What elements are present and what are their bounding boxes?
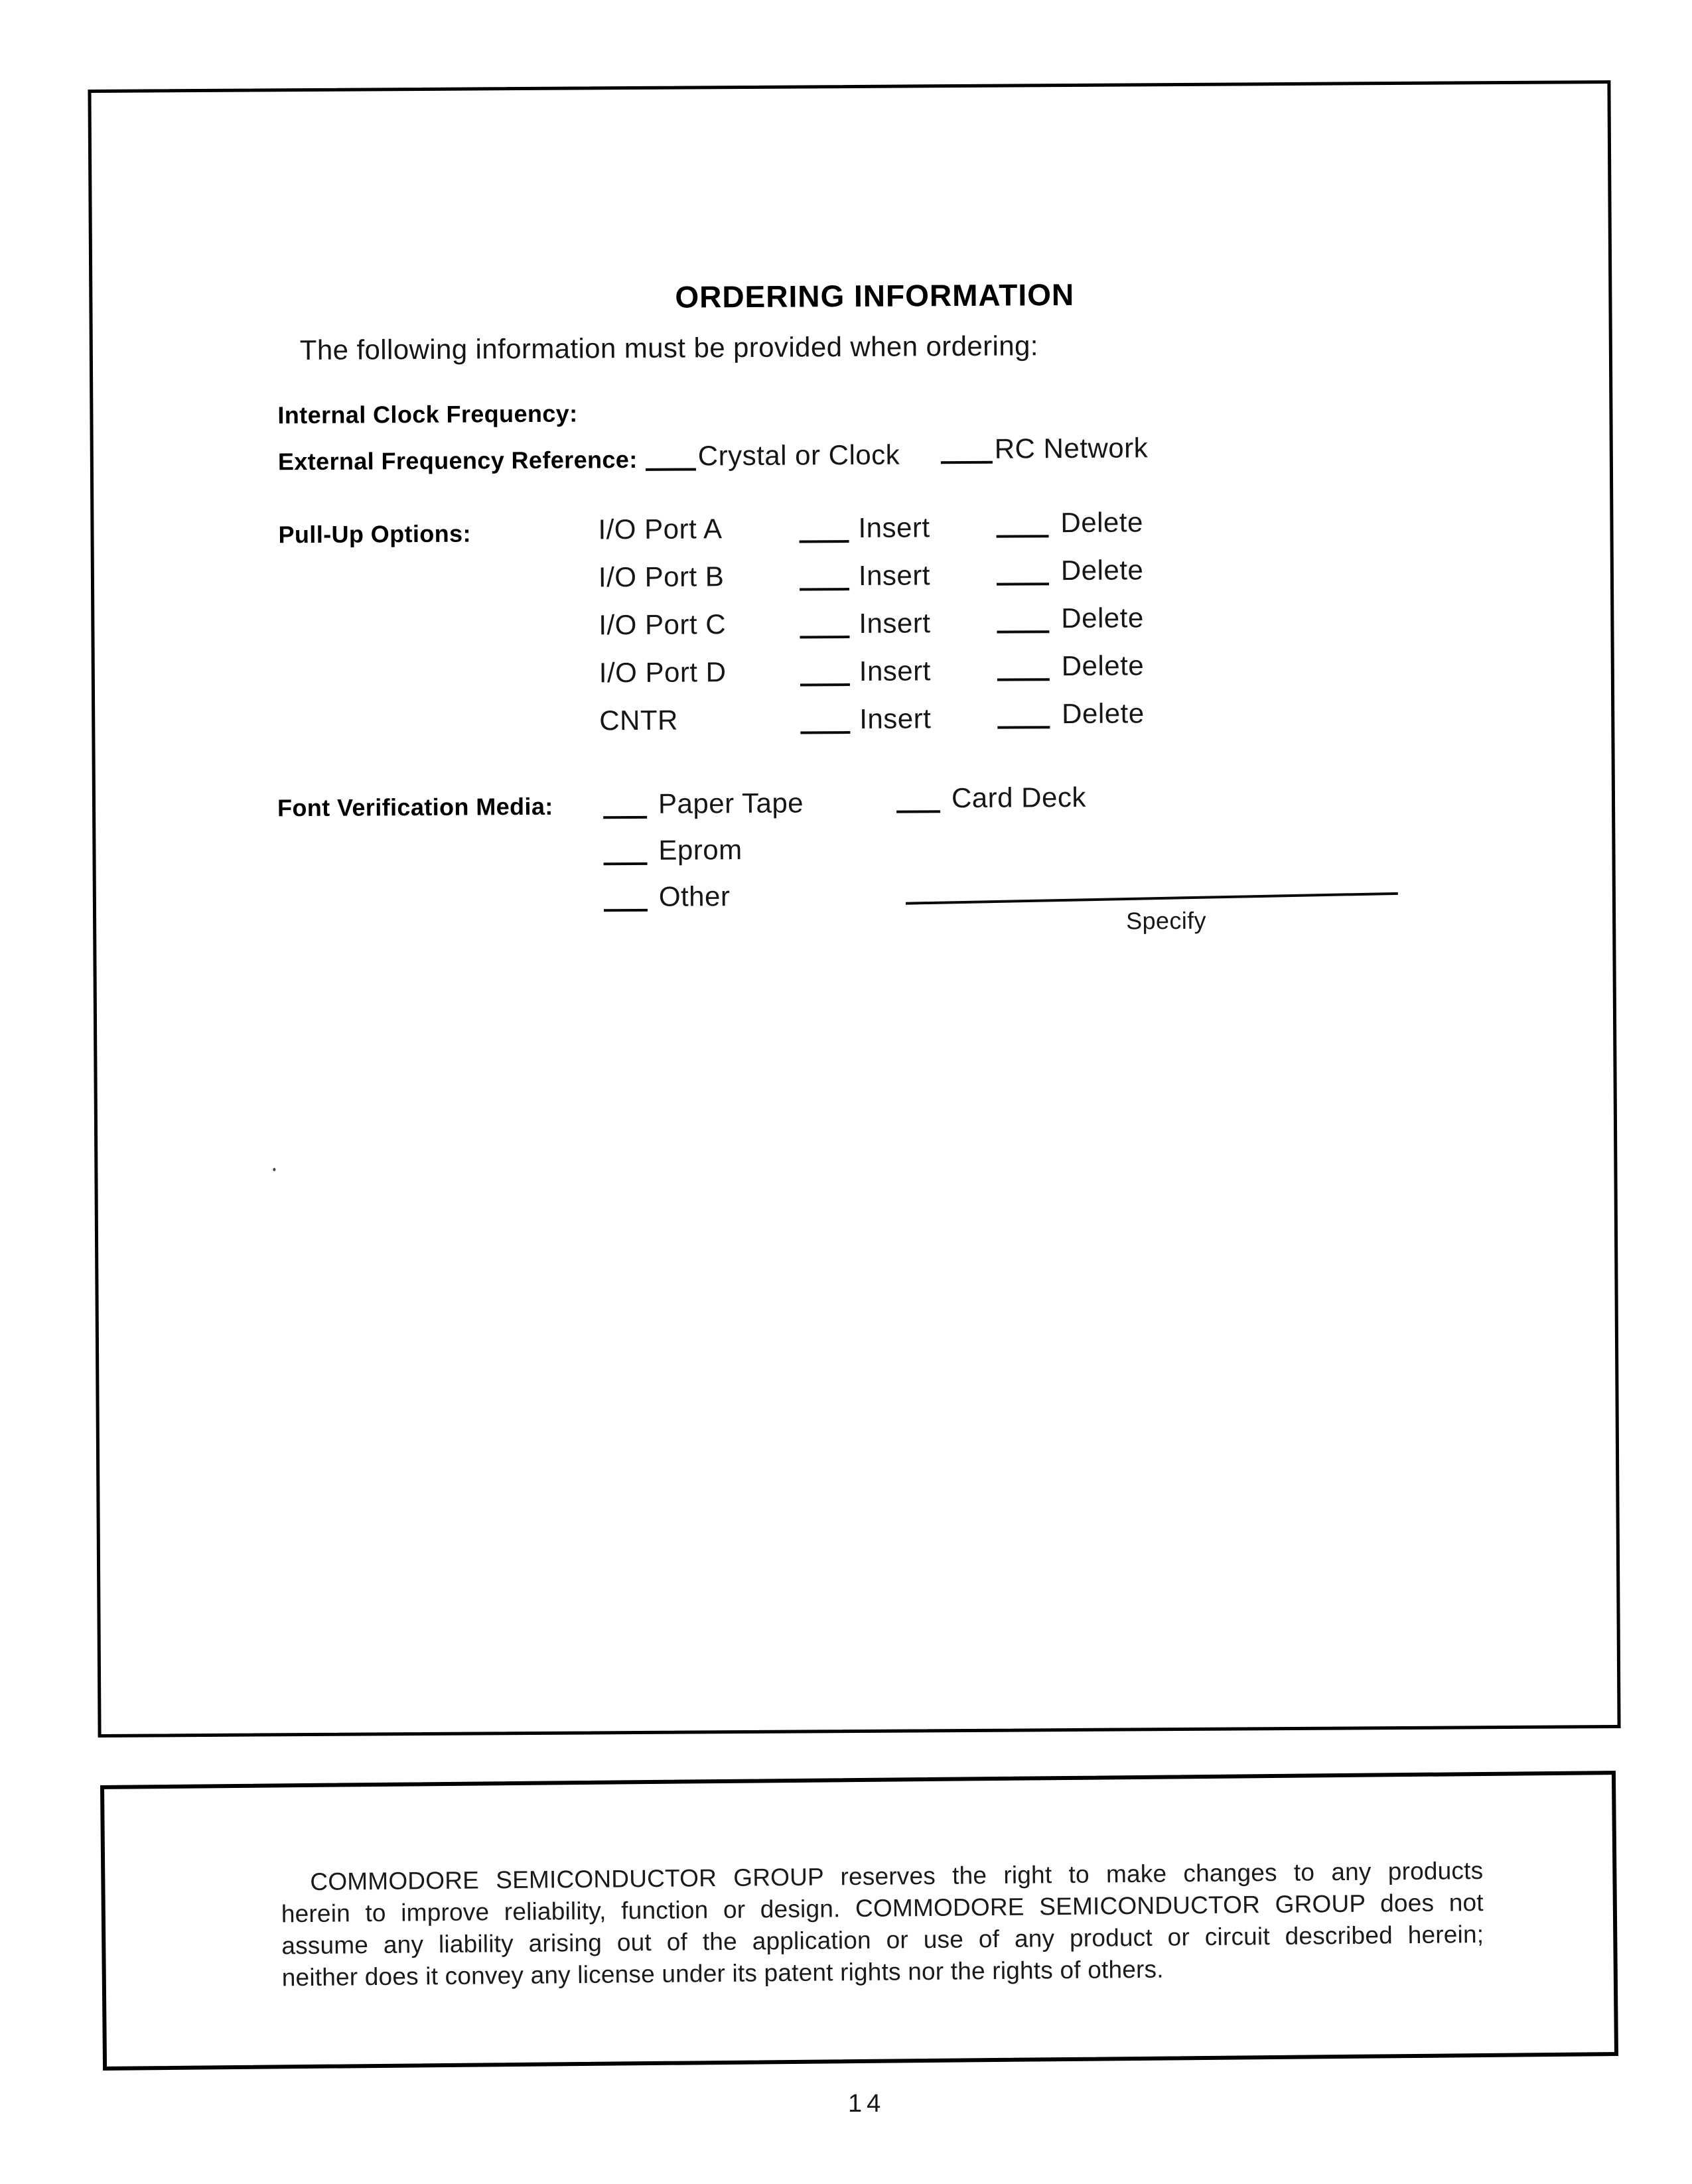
disclaimer-line: assume any liability arising out of the application or use of any product or circuit described herein;: [281, 1920, 1484, 1960]
other-blank: [604, 889, 648, 912]
port-d-delete-blank: [997, 658, 1050, 681]
port-d-insert-option: [800, 657, 931, 686]
crystal-or-clock-option: [646, 441, 900, 471]
pull-up-options-label: Pull-Up Options:: [278, 519, 472, 549]
port-c-label: I/O Port C: [599, 608, 727, 641]
cntr-delete-blank: [997, 706, 1050, 728]
eprom-label: Eprom: [658, 834, 742, 866]
card-deck-option: [896, 781, 1087, 814]
port-c-delete-blank: [997, 610, 1049, 633]
port-c-insert-option: [800, 609, 930, 638]
scan-artifact-dot: [273, 1168, 275, 1171]
delete-label: Delete: [1060, 554, 1144, 586]
rc-network-blank: [941, 441, 993, 464]
insert-label: Insert: [859, 607, 931, 639]
cntr-label: CNTR: [599, 704, 679, 736]
port-b-label: I/O Port B: [598, 561, 725, 593]
disclaimer-line: herein to improve reliability, function or design. COMMODORE SEMICONDUCTOR GROUP does not: [281, 1888, 1484, 1928]
insert-label: Insert: [859, 703, 932, 734]
paper-tape-blank: [603, 796, 647, 819]
port-a-delete-blank: [996, 515, 1048, 537]
cntr-insert-blank: [800, 711, 850, 734]
page-number: 14: [848, 2090, 886, 2118]
port-a-delete-option: [996, 508, 1143, 537]
font-verification-media-label: Font Verification Media:: [277, 792, 553, 822]
card-deck-label: Card Deck: [951, 781, 1087, 814]
disclaimer-line: neither does it convey any license under its patent rights nor the rights of others.: [281, 1955, 1164, 1992]
delete-label: Delete: [1060, 506, 1143, 539]
insert-label: Insert: [858, 559, 931, 591]
eprom-option: [603, 836, 742, 865]
port-c-insert-blank: [800, 616, 849, 638]
crystal-or-clock-blank: [646, 448, 696, 470]
page-title: ORDERING INFORMATION: [675, 277, 1075, 314]
port-a-insert-blank: [799, 520, 849, 543]
port-a-insert-option: [799, 513, 930, 543]
crystal-or-clock-label: Crystal or Clock: [697, 439, 900, 472]
port-b-insert-option: [800, 561, 930, 590]
port-c-delete-option: [997, 604, 1144, 633]
port-d-insert-blank: [800, 663, 850, 686]
ordering-form-panel: [88, 80, 1620, 1738]
paper-tape-label: Paper Tape: [658, 787, 804, 819]
port-a-label: I/O Port A: [598, 513, 723, 545]
other-option: [604, 882, 731, 912]
external-frequency-reference-label: External Frequency Reference:: [277, 445, 638, 476]
disclaimer-panel: [100, 1771, 1618, 2071]
insert-label: Insert: [858, 512, 930, 543]
other-label: Other: [658, 880, 731, 912]
delete-label: Delete: [1061, 602, 1144, 634]
cntr-insert-option: [800, 705, 931, 734]
port-d-delete-option: [997, 651, 1145, 681]
disclaimer-line: COMMODORE SEMICONDUCTOR GROUP reserves the right to make changes to any products: [310, 1856, 1484, 1895]
insert-label: Insert: [859, 655, 931, 687]
disclaimer-text: [281, 1855, 1484, 1994]
intro-text: The following information must be provided when ordering:: [299, 330, 1039, 366]
rc-network-option: [941, 434, 1149, 464]
port-b-delete-option: [997, 556, 1144, 585]
port-b-delete-blank: [997, 563, 1049, 585]
specify-rule-line: [906, 892, 1398, 905]
cntr-delete-option: [997, 699, 1145, 728]
specify-label: Specify: [1125, 906, 1207, 935]
delete-label: Delete: [1061, 649, 1145, 682]
rc-network-label: RC Network: [994, 432, 1149, 464]
eprom-blank: [603, 843, 647, 865]
paper-tape-option: [603, 789, 804, 819]
internal-clock-frequency-label: Internal Clock Frequency:: [277, 399, 578, 429]
delete-label: Delete: [1062, 697, 1145, 730]
port-b-insert-blank: [800, 568, 849, 590]
port-d-label: I/O Port D: [599, 656, 727, 689]
card-deck-blank: [896, 790, 940, 813]
